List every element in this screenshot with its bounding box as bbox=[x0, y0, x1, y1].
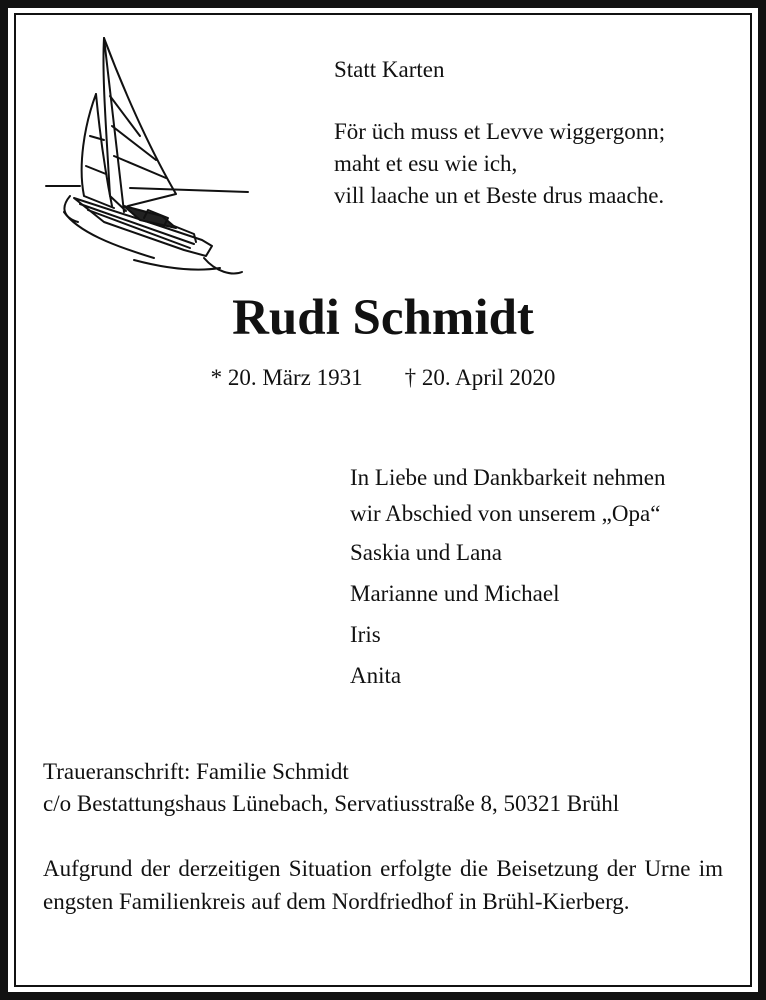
mourners-intro-2: wir Abschied von unserem „Opa“ bbox=[350, 501, 661, 526]
birth-date: * 20. März 1931 bbox=[210, 365, 363, 390]
mourners-intro-1: In Liebe und Dankbarkeit nehmen bbox=[350, 465, 666, 490]
motto-line-3: vill laache un et Beste drus maache. bbox=[334, 183, 665, 208]
mourner-name: Saskia und Lana bbox=[350, 540, 503, 565]
sailboat-icon bbox=[44, 36, 250, 280]
motto-line-2: maht et esu wie ich, bbox=[334, 151, 518, 176]
mourners-block bbox=[350, 460, 666, 696]
death-date: † 20. April 2020 bbox=[404, 365, 556, 390]
mourner-name: Anita bbox=[350, 663, 402, 688]
mourner-name: Iris bbox=[350, 622, 381, 647]
deceased-name: Rudi Schmidt bbox=[232, 290, 534, 346]
burial-notice: Aufgrund der derzeitigen Situation erfolgte die Beisetzung der Urne im engsten Familienkreis auf dem Nordfriedhof in Brühl-Kierberg. bbox=[43, 856, 723, 914]
address-line-2: c/o Bestattungshaus Lünebach, Servatiusstraße 8, 50321 Brühl bbox=[43, 791, 620, 816]
life-dates bbox=[0, 362, 766, 394]
mourning-address bbox=[43, 756, 619, 820]
address-line-1: Traueranschrift: Familie Schmidt bbox=[43, 759, 349, 784]
mourner-name: Marianne und Michael bbox=[350, 581, 560, 606]
motto-heading: Statt Karten bbox=[334, 57, 445, 82]
motto-block bbox=[334, 54, 665, 212]
motto-line-1: För üch muss et Levve wiggergonn; bbox=[334, 119, 666, 144]
motto-spacer bbox=[334, 86, 665, 116]
